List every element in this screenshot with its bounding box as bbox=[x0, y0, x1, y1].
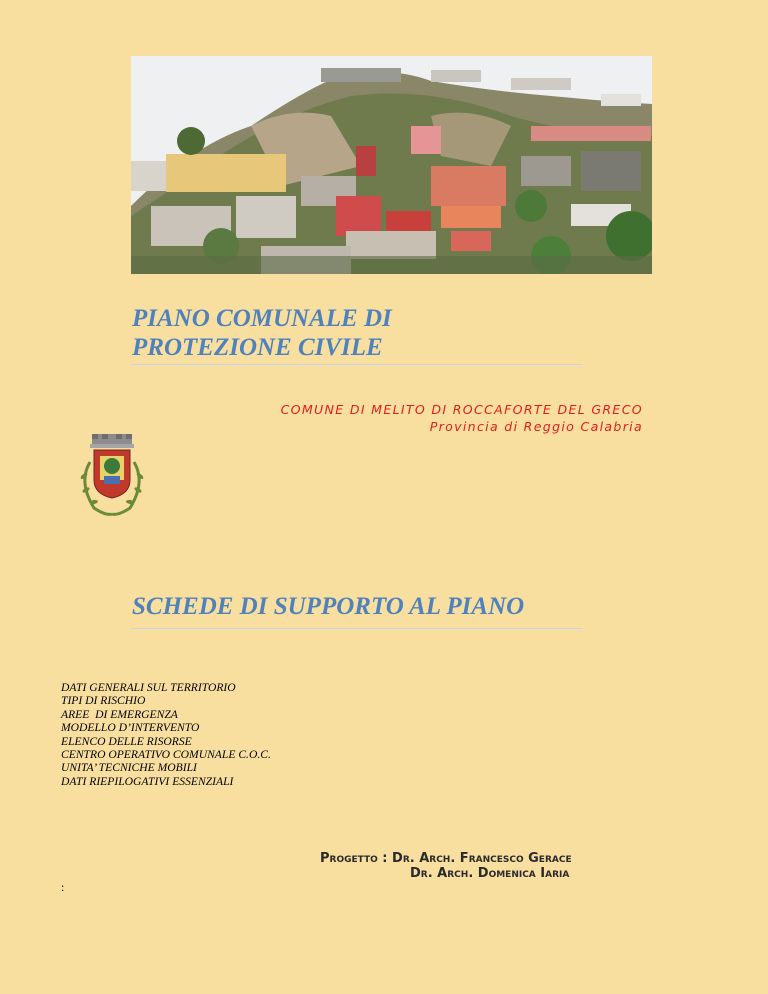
trailing-mark: : bbox=[61, 880, 65, 894]
credits-line2: Dr. Arch. Domenica Iaria bbox=[410, 866, 570, 881]
contents-list bbox=[61, 681, 271, 788]
list-item: TIPI DI RISCHIO bbox=[61, 694, 146, 708]
municipality-name: COMUNE DI MELITO DI ROCCAFORTE DEL GRECO bbox=[280, 402, 643, 417]
province-name: Provincia di Reggio Calabria bbox=[429, 419, 643, 434]
list-item: AREE DI EMERGENZA bbox=[61, 707, 178, 721]
title-divider bbox=[131, 364, 583, 365]
cover-photo bbox=[131, 56, 652, 274]
support-sheets-title: SCHEDE DI SUPPORTO AL PIANO bbox=[132, 593, 525, 620]
project-credits bbox=[320, 851, 572, 881]
list-item: DATI RIEPILOGATIVI ESSENZIALI bbox=[61, 774, 234, 788]
list-item: ELENCO DELLE RISORSE bbox=[61, 734, 192, 748]
plan-title-line2: PROTEZIONE CIVILE bbox=[132, 334, 383, 361]
list-item: CENTRO OPERATIVO COMUNALE C.O.C. bbox=[61, 748, 271, 762]
list-item: UNITA’ TECNICHE MOBILI bbox=[61, 761, 197, 775]
subtitle-divider bbox=[131, 628, 583, 629]
list-item: MODELLO D’INTERVENTO bbox=[61, 721, 200, 735]
list-item: DATI GENERALI SUL TERRITORIO bbox=[61, 681, 236, 694]
plan-title bbox=[132, 304, 592, 362]
plan-title-line1: PIANO COMUNALE DI bbox=[132, 305, 392, 332]
credits-line1: Progetto : Dr. Arch. Francesco Gerace bbox=[320, 851, 572, 866]
municipal-crest-icon bbox=[72, 432, 152, 518]
